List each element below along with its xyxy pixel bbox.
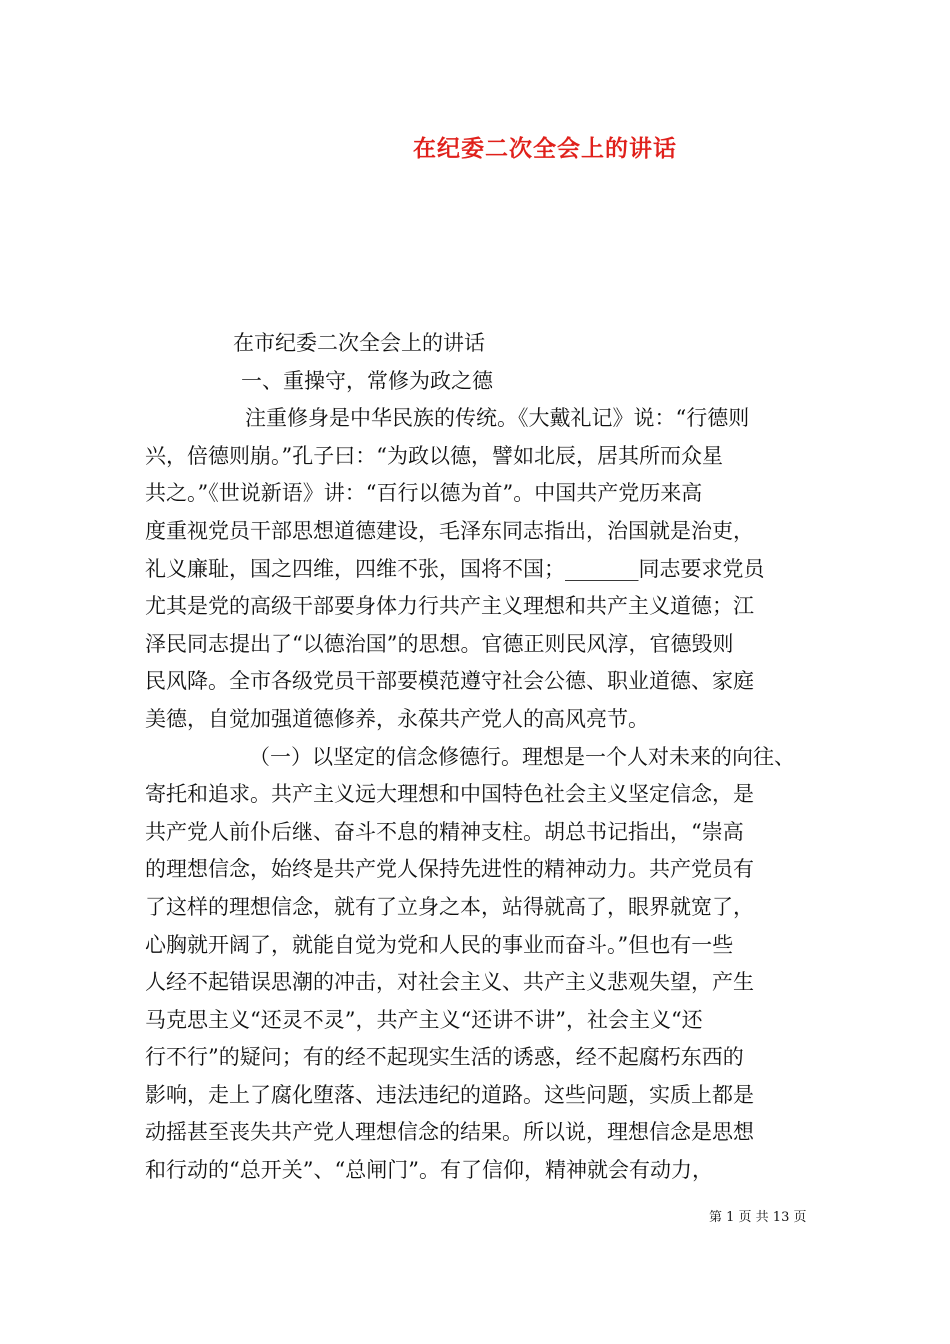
- paragraph-line: 共产党人前仆后继、奋斗不息的精神支柱。胡总书记指出，“崇高: [145, 819, 744, 844]
- paragraph-line: 美德，自觉加强道德修养，永葆共产党人的高风亮节。: [145, 706, 649, 731]
- page-footer: 第 1 页 共 13 页: [709, 1210, 807, 1225]
- paragraph-line: 动摇甚至丧失共产党人理想信念的结果。所以说，理想信念是思想: [145, 1120, 754, 1145]
- document-subtitle: 在市纪委二次全会上的讲话: [233, 331, 485, 355]
- paragraph-line: 了这样的理想信念，就有了立身之本，站得就高了，眼界就宽了，: [145, 894, 754, 919]
- paragraph-line: 和行动的“总开关”、“总闸门”。有了信仰，精神就会有动力，: [145, 1158, 713, 1183]
- paragraph-line: 民风降。全市各级党员干部要模范遵守社会公德、职业道德、家庭: [145, 669, 754, 694]
- paragraph-line: 寄托和追求。共产主义远大理想和中国特色社会主义坚定信念，是: [145, 782, 754, 807]
- paragraph-line: 影响，走上了腐化堕落、违法违纪的道路。这些问题，实质上都是: [145, 1082, 754, 1107]
- paragraph-2: [145, 739, 813, 1190]
- paragraph-line: 共之。”《世说新语》讲：“百行以德为首”。中国共产党历来高: [145, 481, 703, 506]
- paragraph-line: 注重修身是中华民族的传统。《大戴礼记》说：“行德则: [245, 406, 750, 431]
- paragraph-line: 马克思主义“还灵不灵”，共产主义“还讲不讲”，社会主义“还: [145, 1007, 703, 1032]
- paragraph-1: [145, 400, 813, 738]
- paragraph-line: （一）以坚定的信念修德行。理想是一个人对未来的向往、: [249, 744, 795, 769]
- paragraph-line: 人经不起错误思潮的冲击，对社会主义、共产主义悲观失望，产生: [145, 970, 754, 995]
- paragraph-line: 度重视党员干部思想道德建设，毛泽东同志指出，治国就是治吏，: [145, 518, 754, 543]
- paragraph-line: 兴，倍德则崩。”孔子曰：“为政以德，譬如北辰，居其所而众星: [145, 443, 723, 468]
- page-title: 在纪委二次全会上的讲话: [413, 135, 677, 162]
- paragraph-line: 心胸就开阔了，就能自觉为党和人民的事业而奋斗。”但也有一些: [145, 932, 734, 957]
- paragraph-line: 礼义廉耻，国之四维，四维不张，国将不国；_______同志要求党员: [145, 556, 765, 581]
- document-body: [145, 325, 813, 1190]
- paragraph-line: 的理想信念，始终是共产党人保持先进性的精神动力。共产党员有: [145, 857, 754, 882]
- section-heading: 一、重操守，常修为政之德: [241, 368, 493, 393]
- paragraph-line: 尤其是党的高级干部要身体力行共产主义理想和共产主义道德；江: [145, 594, 754, 619]
- paragraph-line: 行不行”的疑问；有的经不起现实生活的诱惑，经不起腐朽东西的: [145, 1045, 744, 1070]
- paragraph-line: 泽民同志提出了“以德治国”的思想。官德正则民风淳，官德毁则: [145, 631, 734, 656]
